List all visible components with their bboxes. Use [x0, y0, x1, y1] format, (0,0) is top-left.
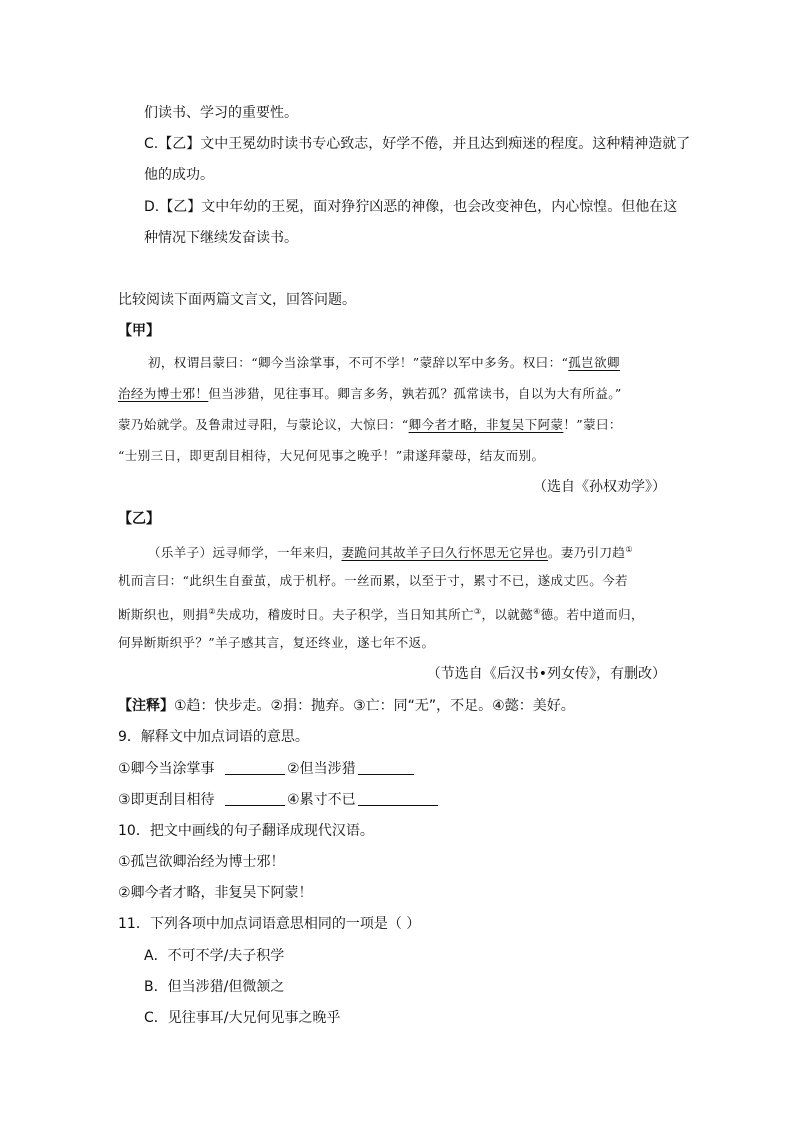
jia-line3-tail: ！”蒙曰：: [563, 417, 622, 432]
option-c-line1: C.【乙】文中王冕幼时读书专心致志，好学不倦，并且达到痴迷的程度。这种精神造就了: [144, 136, 691, 152]
note-marker-4: ④: [533, 607, 541, 616]
passage-jia-line1: [148, 353, 620, 373]
q11-option-b[interactable]: B．但当涉猎/但微颔之: [144, 979, 285, 995]
passage-yi-line3: [118, 602, 644, 625]
annotation-notes: [118, 696, 575, 716]
yi-line1-text: （乐羊子）远寻师学，一年来归，: [148, 545, 342, 561]
option-b-continuation: 们读书、学习的重要性。: [144, 105, 298, 121]
jia-underlined-sentence-part1: 孤岂欲卿: [568, 355, 620, 370]
yi-line3-text-c: ，以就懿: [481, 607, 534, 623]
yi-line1-tail: 。妻乃引刀趋: [547, 545, 626, 561]
yi-line3-text-d: 德。若中道而归，: [540, 607, 644, 623]
reading-intro: 比较阅读下面两篇文言文，回答问题。: [118, 292, 356, 308]
passage-jia-source: （选自《孙权劝学》）: [533, 479, 666, 495]
jia-line1-text: 初，权谓吕蒙曰：“卿今当涂掌事，不可不学！”蒙辞以军中多务。权曰：“: [148, 355, 569, 370]
q9-item2: ②但当涉猎: [287, 761, 356, 777]
passage-jia-line3: [118, 415, 622, 435]
passage-yi-line4: 何异断斯织乎？”羊子感其言，复还终业，遂七年不返。: [118, 635, 435, 650]
q9-item3: ③即更刮目相待: [118, 792, 215, 808]
option-d-line2: 种情况下继续发奋读书。: [144, 230, 298, 246]
option-c-line2: 他的成功。: [144, 167, 214, 183]
yi-line3-text-b: 失成功，稽废时日。夫子积学，当日知其所亡: [215, 607, 474, 623]
passage-jia-line4: “士别三日，即更刮目相待，大兄何见事之晚乎！”肃遂拜蒙母，结友而别。: [118, 448, 545, 463]
question-9-row1: [118, 759, 416, 779]
jia-line3-text: 蒙乃始就学。及鲁肃过寻阳，与蒙论议，大惊曰：“: [118, 417, 409, 432]
yi-underlined-sentence: 妻跪问其故羊子曰久行怀思无它异也: [341, 545, 548, 561]
passage-yi-line1: [148, 540, 633, 563]
q9-item4: ④累寸不已: [287, 792, 356, 808]
passage-jia-label: 【甲】: [118, 323, 160, 339]
jia-underlined-sentence-2: 卿今者才略，非复吴下阿蒙: [408, 417, 564, 432]
passage-yi-label: 【乙】: [118, 511, 160, 527]
jia-underlined-sentence-part2: 治经为博士邪！: [118, 386, 209, 401]
q9-answer-blank-4[interactable]: [358, 791, 438, 806]
q9-answer-blank-2[interactable]: [358, 760, 414, 775]
question-9-row2: [118, 790, 440, 810]
yi-line3-text-a: 断斯织也，则捐: [118, 607, 209, 623]
q11-option-a[interactable]: A．不可不学/夫子积学: [144, 948, 285, 964]
question-9-stem: 9．解释文中加点词语的意思。: [118, 729, 309, 745]
passage-jia-line2: [118, 384, 622, 404]
passage-yi-source: （节选自《后汉书•列女传》，有删改）: [426, 666, 666, 682]
question-10-stem: 10．把文中画线的句子翻译成现代汉语。: [118, 823, 374, 839]
note-marker-3: ③: [473, 607, 482, 616]
q9-answer-blank-1[interactable]: [225, 760, 285, 775]
q10-sentence-1: ①孤岂欲卿治经为博士邪！: [118, 854, 285, 870]
option-d-line1: D.【乙】文中年幼的王冕，面对狰狞凶恶的神像，也会改变神色，内心惊惶。但他在这: [144, 199, 678, 215]
note-marker-1: ①: [625, 545, 633, 554]
q9-item1: ①卿今当涂掌事: [118, 761, 215, 777]
jia-line2-text: 但当涉猎，见往事耳。卿言多务，孰若孤？孤常读书，自以为大有所益。”: [208, 386, 622, 401]
notes-label: 【注释】: [118, 698, 174, 714]
question-11-stem: 11．下列各项中加点词语意思相同的一项是（ ）: [118, 916, 421, 932]
q11-option-c[interactable]: C．见往事耳/大兄何见事之晚乎: [144, 1010, 341, 1026]
passage-yi-line2: 机而言曰：“此织生自蚕茧，成于机杼。一丝而累，以至于寸，累寸不已，遂成丈匹。今若: [118, 573, 628, 588]
q9-answer-blank-3[interactable]: [225, 791, 285, 806]
note-marker-2: ②: [208, 607, 216, 616]
notes-text: ①趋：快步走。②捐：抛弃。③亡：同“无”，不足。④懿：美好。: [174, 698, 575, 714]
q10-sentence-2: ②卿今者才略，非复吴下阿蒙！: [118, 885, 313, 901]
